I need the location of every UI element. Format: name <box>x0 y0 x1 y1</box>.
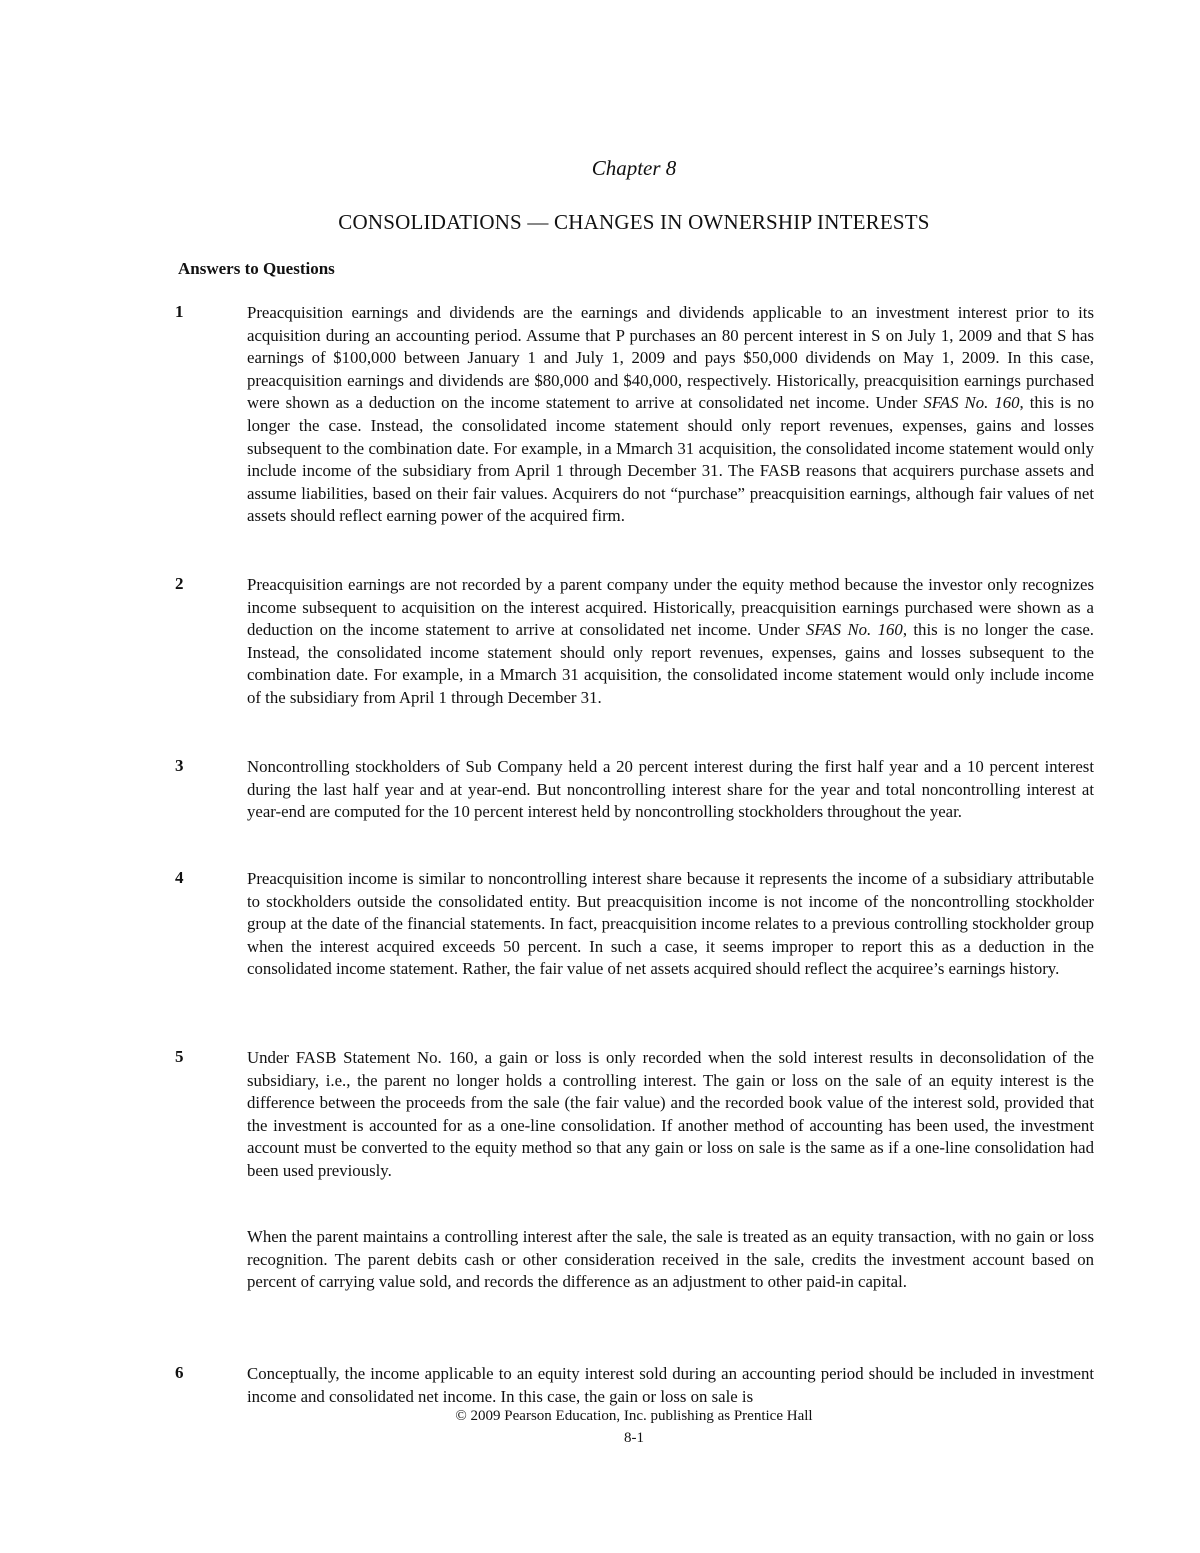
answer-number: 2 <box>175 574 184 593</box>
answer-number: 5 <box>175 1047 184 1066</box>
answer-text: Preacquisition income is similar to noncontrolling interest share because it represents the income of a subsidiary attributable to stockholders outside the consolidated entity. But preacquisition income is not income of the noncontrolling stockholder group at the date of the financial statements. In fact, preacquisition income relates to a previous controlling stockholder group when the interest acquired exceeds 50 percent. In such a case, it seems improper to report this as a deduction in the consolidated income statement. Rather, the fair value of net assets acquired should reflect the acquiree’s earnings history. <box>247 869 1094 979</box>
chapter-title: CONSOLIDATIONS — CHANGES IN OWNERSHIP INTERESTS <box>338 210 930 234</box>
chapter-label: Chapter 8 <box>591 156 677 180</box>
footer-copyright: © 2009 Pearson Education, Inc. publishing as Prentice Hall <box>455 1408 813 1424</box>
answer-text: Conceptually, the income applicable to an equity interest sold during an accounting period should be included in investment income and consolidated net income. In this case, the gain or loss on sale is <box>247 1364 1094 1406</box>
answer-number: 4 <box>175 868 184 887</box>
answer-number: 6 <box>175 1363 184 1382</box>
answer-text: Under FASB Statement No. 160, a gain or loss is only recorded when the sold interest results in deconsolidation of the subsidiary, i.e., the parent no longer holds a controlling interest. The gain or loss on the sale of an equity interest is the difference between the proceeds from the sale (the fair value) and the recorded book value of the interest sold, provided that the investment is accounted for as a one-line consolidation. If another method of accounting has been used, the investment account must be converted to the equity method so that any gain or loss on sale is the same as if a one-line consolidation had been used previously. <box>247 1048 1094 1180</box>
answer-text: Preacquisition earnings are not recorded by a parent company under the equity method because the investor only recognizes income subsequent to acquisition on the interest acquired. Historically, preacquisition earnings purchased were shown as a deduction on the income statement to arrive at consolidated net income. Under SFAS No. 160, this is no longer the case. Instead, the consolidated income statement should only report revenues, expenses, gains and losses subsequent to the combination date. For example, in a Mmarch 31 acquisition, the consolidated income statement would only include income of the subsidiary from April 1 through December 31. <box>247 575 1095 707</box>
page-number: 8-1 <box>624 1430 644 1446</box>
answer-text-continued: When the parent maintains a controlling interest after the sale, the sale is treated as an equity transaction, with no gain or loss recognition. The parent debits cash or other consideration received in the sale, credits the investment account based on percent of carrying value sold, and records the difference as an adjustment to other paid-in capital. <box>247 1227 1094 1292</box>
answer-number: 3 <box>175 756 184 775</box>
answer-number: 1 <box>175 302 184 321</box>
answer-text: Preacquisition earnings and dividends are the earnings and dividends applicable to an investment interest prior to its acquisition during an accounting period. Assume that P purchases an 80 percent interest in S on July 1, 2009 and that S has earnings of $100,000 between January 1 and July 1, 2009 and pays $50,000 dividends on May 1, 2009. In this case, preacquisition earnings and dividends are $80,000 and $40,000, respectively. Historically, preacquisition earnings purchased were shown as a deduction on the income statement to arrive at consolidated net income. Under SFAS No. 160, this is no longer the case. Instead, the consolidated income statement should only report revenues, expenses, gains and losses subsequent to the combination date. For example, in a Mmarch 31 acquisition, the consolidated income statement would only include income of the subsidiary from April 1 through December 31. The FASB reasons that acquirers purchase assets and assume liabilities, based on their fair values. Acquirers do not “purchase” preacquisition earnings, although fair values of net assets should reflect earning power of the acquired firm. <box>247 303 1094 526</box>
section-heading: Answers to Questions <box>178 259 335 278</box>
answer-text: Noncontrolling stockholders of Sub Company held a 20 percent interest during the first half year and a 10 percent interest during the last half year and at year-end. But noncontrolling interest share for the year and total noncontrolling interest at year-end are computed for the 10 percent interest held by noncontrolling stockholders throughout the year. <box>247 757 1094 822</box>
